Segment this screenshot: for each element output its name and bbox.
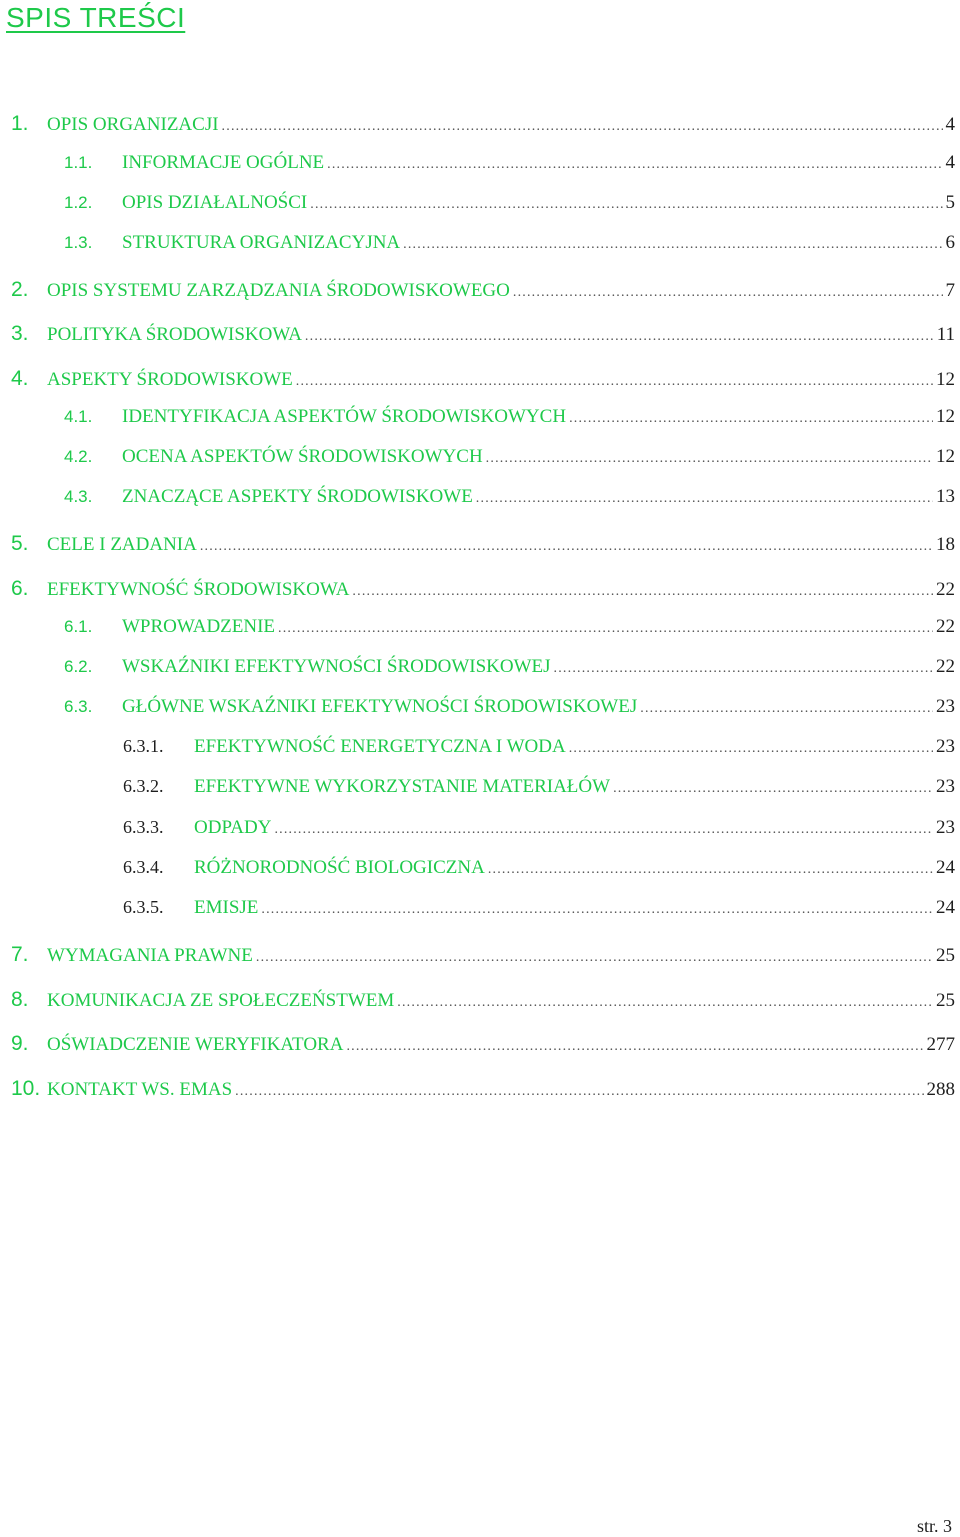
toc-entry[interactable]	[0, 112, 955, 144]
toc-entry-page: 23	[936, 696, 955, 717]
toc-entry[interactable]	[0, 817, 955, 849]
toc-entry-label: ZNACZĄCE ASPEKTY ŚRODOWISKOWE	[122, 486, 473, 507]
toc-leader-dots	[569, 741, 933, 757]
toc-entry-page: 7	[945, 280, 955, 301]
toc-entry-page: 18	[936, 534, 955, 555]
toc-entry[interactable]	[0, 577, 955, 609]
toc-leader-dots	[476, 491, 933, 507]
toc-leader-dots	[613, 781, 933, 797]
toc-entry-label: WPROWADZENIE	[122, 616, 276, 637]
toc-entry[interactable]	[0, 696, 955, 728]
toc-entry-number: 6.3.5.	[123, 897, 164, 917]
toc-leader-dots	[256, 950, 933, 966]
toc-entry-number: 6.	[11, 577, 29, 600]
toc-entry-number: 1.	[11, 112, 29, 135]
toc-entry-number: 6.3.4.	[123, 857, 164, 877]
toc-entry-label: KOMUNIKACJA ZE SPOŁECZEŃSTWEM	[47, 990, 395, 1011]
toc-leader-dots	[278, 621, 933, 637]
toc-entry-number: 2.	[11, 278, 29, 301]
toc-leader-dots	[513, 285, 943, 301]
toc-entry-number: 9.	[11, 1032, 29, 1055]
toc-entry[interactable]	[0, 367, 955, 399]
toc-leader-dots	[346, 1039, 923, 1055]
toc-entry-number: 4.3.	[64, 487, 93, 506]
toc-leader-dots	[235, 1084, 923, 1100]
toc-entry-page: 22	[936, 656, 955, 677]
toc-leader-dots	[305, 329, 934, 345]
toc-entry-label: EFEKTYWNE WYKORZYSTANIE MATERIAŁÓW	[194, 776, 611, 797]
toc-entry-number: 4.	[11, 367, 29, 390]
toc-entry-label: CELE I ZADANIA	[47, 534, 197, 555]
toc-entry-label: INFORMACJE OGÓLNE	[122, 152, 325, 173]
toc-entry[interactable]	[0, 446, 955, 478]
toc-entry-number: 6.3.3.	[123, 817, 164, 837]
toc-entry-page: 22	[936, 579, 955, 600]
toc-entry-label: RÓŻNORODNOŚĆ BIOLOGICZNA	[194, 857, 485, 878]
toc-entry[interactable]	[0, 152, 955, 184]
toc-entry-number: 10.	[11, 1077, 41, 1100]
toc-entry-number: 7.	[11, 943, 29, 966]
toc-entry-page: 12	[936, 406, 955, 427]
toc-leader-dots	[200, 539, 933, 555]
page-number-footer: str. 3	[916, 1516, 952, 1536]
toc-leader-dots	[296, 374, 933, 390]
toc-entry-number: 8.	[11, 988, 29, 1011]
toc-entry-page: 4	[945, 114, 955, 135]
toc-leader-dots	[310, 197, 942, 213]
toc-entry-page: 11	[936, 324, 955, 345]
toc-entry-page: 25	[936, 945, 955, 966]
toc-entry-page: 12	[936, 446, 955, 467]
toc-leader-dots	[486, 451, 933, 467]
toc-entry[interactable]	[0, 406, 955, 438]
toc-entry[interactable]	[0, 616, 955, 648]
toc-entry[interactable]	[0, 322, 955, 354]
toc-entry-number: 1.1.	[64, 153, 93, 172]
toc-entry-page: 23	[936, 776, 955, 797]
toc-entry-number: 3.	[11, 322, 29, 345]
toc-entry-label: OPIS DZIAŁALNOŚCI	[122, 192, 308, 213]
toc-entry-page: 25	[936, 990, 955, 1011]
toc-entry-label: OCENA ASPEKTÓW ŚRODOWISKOWYCH	[122, 446, 483, 467]
toc-entry[interactable]	[0, 776, 955, 808]
toc-leader-dots	[327, 157, 942, 173]
toc-entry[interactable]	[0, 192, 955, 224]
toc-leader-dots	[222, 119, 943, 135]
toc-entry-label: GŁÓWNE WSKAŹNIKI EFEKTYWNOŚCI ŚRODOWISKOWEJ	[122, 696, 638, 717]
toc-entry-page: 5	[945, 192, 955, 213]
toc-entry-number: 6.1.	[64, 617, 93, 636]
toc-entry-label: POLITYKA ŚRODOWISKOWA	[47, 324, 302, 345]
toc-leader-dots	[274, 822, 933, 838]
toc-entry-number: 4.1.	[64, 407, 93, 426]
toc-entry-label: IDENTYFIKACJA ASPEKTÓW ŚRODOWISKOWYCH	[122, 406, 567, 427]
toc-entry-page: 24	[936, 857, 955, 878]
page-title: SPIS TREŚCI	[6, 2, 186, 33]
toc-entry-label: EMISJE	[194, 897, 259, 918]
toc-entry[interactable]	[0, 857, 955, 889]
toc-leader-dots	[554, 661, 933, 677]
toc-entry[interactable]	[0, 736, 955, 768]
toc-entry[interactable]	[0, 988, 955, 1020]
toc-entry-page: 23	[936, 736, 955, 757]
toc-entry-label: ASPEKTY ŚRODOWISKOWE	[47, 369, 293, 390]
toc-entry[interactable]	[0, 532, 955, 564]
toc-leader-dots	[640, 701, 933, 717]
toc-entry-label: WSKAŹNIKI EFEKTYWNOŚCI ŚRODOWISKOWEJ	[122, 656, 551, 677]
toc-entry-label: EFEKTYWNOŚĆ ENERGETYCZNA I WODA	[194, 736, 566, 757]
toc-entry-page: 24	[936, 897, 955, 918]
toc-entry-page: 288	[926, 1079, 955, 1100]
toc-entry-label: OPIS ORGANIZACJI	[47, 114, 219, 135]
toc-entry-number: 6.3.2.	[123, 776, 164, 796]
toc-leader-dots	[569, 411, 933, 427]
toc-entry-page: 22	[936, 616, 955, 637]
toc-entry-number: 1.3.	[64, 233, 93, 252]
toc-leader-dots	[403, 237, 942, 253]
toc-entry-number: 4.2.	[64, 447, 93, 466]
toc-entry[interactable]	[0, 656, 955, 688]
toc-entry-number: 6.3.1.	[123, 736, 164, 756]
toc-leader-dots	[261, 902, 933, 918]
toc-entry[interactable]	[0, 486, 955, 518]
toc-entry-page: 6	[945, 232, 955, 253]
toc-entry[interactable]	[0, 232, 955, 264]
toc-entry-label: KONTAKT WS. EMAS	[47, 1079, 233, 1100]
toc-entry[interactable]	[0, 278, 955, 310]
toc-entry-page: 12	[936, 369, 955, 390]
toc-entry-label: ODPADY	[194, 817, 272, 838]
toc-entry-number: 6.3.	[64, 697, 93, 716]
toc-leader-dots	[352, 584, 933, 600]
toc-entry-label: WYMAGANIA PRAWNE	[47, 945, 253, 966]
toc-entry-label: OŚWIADCZENIE WERYFIKATORA	[47, 1034, 344, 1055]
toc-entry-page: 277	[926, 1034, 955, 1055]
toc-entry-label: EFEKTYWNOŚĆ ŚRODOWISKOWA	[47, 579, 350, 600]
toc-entry-number: 6.2.	[64, 657, 93, 676]
toc-entry[interactable]	[0, 897, 955, 929]
toc-leader-dots	[488, 862, 933, 878]
toc-entry-page: 4	[945, 152, 955, 173]
toc-entry[interactable]	[0, 1077, 955, 1109]
toc-entry-page: 13	[936, 486, 955, 507]
toc-leader-dots	[397, 995, 933, 1011]
toc-entry-number: 1.2.	[64, 193, 93, 212]
toc-entry-label: OPIS SYSTEMU ZARZĄDZANIA ŚRODOWISKOWEGO	[47, 280, 510, 301]
toc-entry[interactable]	[0, 943, 955, 975]
toc-entry[interactable]	[0, 1032, 955, 1064]
toc-entry-page: 23	[936, 817, 955, 838]
toc-entry-label: STRUKTURA ORGANIZACYJNA	[122, 232, 401, 253]
toc-entry-number: 5.	[11, 532, 29, 555]
